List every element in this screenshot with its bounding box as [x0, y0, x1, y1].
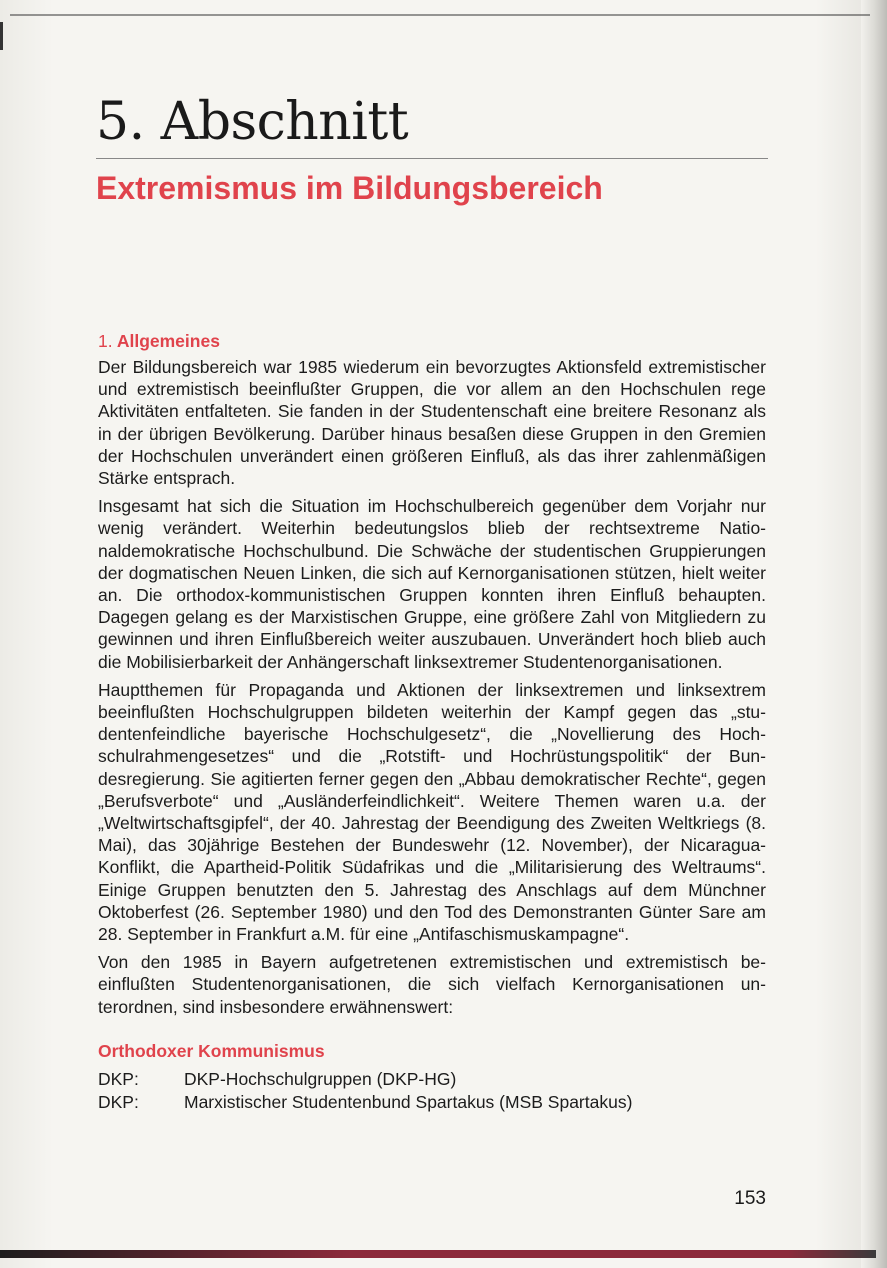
- organization-list: [98, 1068, 766, 1114]
- binding-edge: [861, 0, 887, 1268]
- organization-abbr: DKP:: [98, 1091, 139, 1112]
- paragraph-3: Hauptthemen für Propaganda und Aktionen der linksextremen und linksextrem beeinflußten Hochschulgruppen bildeten weiterhin der Kampf gegen das „studentenfeindliche bayerische Hochschulgesetz“, die „Novellierung des Hochschulrahmengesetzes“ und die „Rotstift- und Hochrüstungspolitik“ der Bundesregierung. Sie agitierten ferner gegen den „Abbau demokratischer Rechte“, gegen „Berufsverbote“ und „Ausländerfeindlichkeit“. Weitere Themen waren u.a. der „Weltwirtschaftsgipfel“, der 40. Jahrestag der Beendigung des Zweiten Weltkriegs (8. Mai), das 30jährige Bestehen der Bundeswehr (12. November), der Nicaragua-Konflikt, die Apartheid-Politik Südafrikas und die „Militarisierung des Weltraums“. Einige Gruppen benutzten den 5. Jahrestag des Anschlags auf dem Münchner Oktoberfest (26. September 1980) und den Tod des Demonstranten Günter Sare am 28. September in Frankfurt a.M. für eine „Antifaschismuskampagne“.: [98, 679, 766, 945]
- organization-name: DKP-Hochschulgruppen (DKP-HG): [184, 1068, 457, 1089]
- page-number: 153: [734, 1188, 766, 1209]
- organization-name: Marxistischer Studentenbund Spartakus (MSB Spartakus): [184, 1091, 633, 1112]
- section-title: Allgemeines: [116, 331, 220, 351]
- bottom-edge-bar: [0, 1250, 876, 1258]
- section-number: 1.: [98, 331, 113, 351]
- paragraph-1: Der Bildungsbereich war 1985 wiederum ein bevorzugtes Aktionsfeld extremistischer und extremistisch beeinflußter Gruppen, die vor allem an den Hochschulen rege Aktivitäten entfalteten. Sie fanden in der Studentenschaft eine breitere Resonanz als in der übrigen Bevölkerung. Darüber hinaus besaßen diese Gruppen in den Gremien der Hochschulen unverändert einen größeren Einfluß, als das ihrer zahlenmäßigen Stärke entsprach.: [98, 357, 766, 489]
- organization-item: [98, 1068, 766, 1091]
- section-heading: [98, 330, 766, 352]
- organization-abbr: DKP:: [98, 1068, 139, 1089]
- chapter-title: 5. Abschnitt: [96, 92, 409, 152]
- organization-item: [98, 1091, 766, 1114]
- orthodox-heading: Orthodoxer Kommunismus: [98, 1040, 325, 1061]
- body-content: [98, 330, 766, 1114]
- paragraph-4: Von den 1985 in Bayern aufgetretenen extremistischen und extremistisch beeinflußten Studentenorganisationen, die sich vielfach Kernorganisationen unterordnen, sind insbesondere erwähnenswert:: [98, 952, 766, 1017]
- paragraph-2: Insgesamt hat sich die Situation im Hochschulbereich gegenüber dem Vorjahr nur wenig verändert. Weiterhin bedeutungslos blieb der rechtsextreme Nationaldemokratische Hochschulbund. Die Schwäche der studentischen Gruppierungen der dogmatischen Neuen Linken, die sich auf Kernorganisationen stützen, hielt weiter an. Die orthodox-kommunistischen Gruppen konnten ihren Einfluß behaupten. Dagegen gelang es der Marxistischen Gruppe, eine größere Zahl von Mitgliedern zu gewinnen und ihren Einflußbereich weiter auszubauen. Unverändert hoch blieb auch die Mobilisierbarkeit der Anhängerschaft linksextremer Studentenorganisationen.: [98, 496, 766, 672]
- left-edge-mark: [0, 22, 3, 50]
- title-rule: [96, 158, 768, 159]
- top-edge-line: [10, 14, 870, 16]
- chapter-subtitle: Extremismus im Bildungsbereich: [96, 170, 603, 206]
